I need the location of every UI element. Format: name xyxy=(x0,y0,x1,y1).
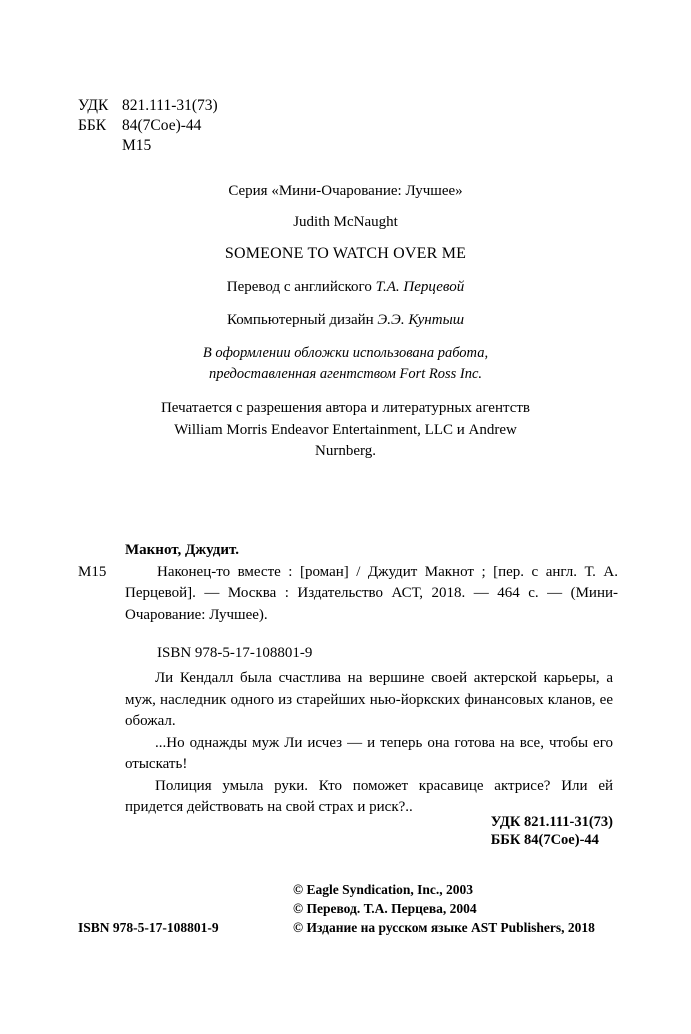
annotation-paragraph-1: Ли Кендалл была счастлива на вершине своей актерской карьеры, а муж, наследник одного из старейших нью-йоркских финансовых кланов, ее обожал. xyxy=(125,670,613,729)
bbk-label: ББК xyxy=(78,117,107,134)
cip-description: Наконец-то вместе : [роман] / Джудит Макнот ; [пер. с англ. Т. А. Перцевой]. — Москва : Издательство АСТ, 2018. — 464 с. — (Мини-Очарование: Лучшее). xyxy=(125,563,618,623)
copyright-line-1: © Eagle Syndication, Inc., 2003 xyxy=(293,882,473,897)
cover-credit-line-2: предоставленная агентством Fort Ross Inc. xyxy=(208,366,483,382)
cover-credit-block xyxy=(0,343,691,385)
cip-block xyxy=(78,540,618,665)
cip-author-sign: М15 xyxy=(78,563,107,580)
copyright-line-2: © Перевод. Т.А. Перцева, 2004 xyxy=(293,901,477,916)
cip-body xyxy=(78,562,618,665)
colophon-isbn: ISBN 978-5-17-108801-9 xyxy=(78,920,219,935)
colophon-block xyxy=(78,880,616,937)
original-title-line: SOMEONE TO WATCH OVER ME xyxy=(224,245,467,262)
annotation-block xyxy=(125,668,613,819)
annotation-paragraph-2: ...Но однажды муж Ли исчез — и теперь она готова на все, чтобы его отыскать! xyxy=(125,734,613,772)
permission-block xyxy=(95,398,596,463)
bbk-row xyxy=(78,116,218,136)
permission-line-3: Nurnberg. xyxy=(315,443,376,459)
udk-row xyxy=(78,96,218,116)
annotation-paragraph-3: Полиция умыла руки. Кто поможет красавице актрисе? Или ей придется действовать на свой страх и риск?.. xyxy=(125,777,613,815)
permission-line-2: William Morris Endeavor Entertainment, LLC и Andrew xyxy=(174,421,517,438)
copyright-line-3: © Издание на русском языке AST Publishers, 2018 xyxy=(293,920,595,935)
author-sign-value: М15 xyxy=(122,137,152,154)
udk-bottom: УДК 821.111-31(73) xyxy=(490,814,613,830)
original-author-line: Judith McNaught xyxy=(293,214,398,230)
udk-value: 821.111-31(73) xyxy=(122,97,218,114)
copyright-lines xyxy=(293,880,616,937)
udk-label: УДК xyxy=(78,97,109,114)
translator-name: Т.А. Перцевой xyxy=(375,279,465,295)
cover-credit-line-1: В оформлении обложки использована работа, xyxy=(202,345,489,361)
translation-credit-line xyxy=(0,279,691,296)
designer-name: Э.Э. Кунтыш xyxy=(377,312,465,328)
design-credit-line xyxy=(0,312,691,329)
permission-line-1: Печатается с разрешения автора и литературных агентств xyxy=(160,400,531,416)
series-line: Серия «Мини-Очарование: Лучшее» xyxy=(228,183,463,199)
author-sign-row xyxy=(78,136,218,156)
translation-credit-prefix: Перевод с английского xyxy=(226,279,376,295)
cip-isbn: ISBN 978-5-17-108801-9 xyxy=(157,645,313,661)
design-credit-prefix: Компьютерный дизайн xyxy=(226,312,378,328)
classification-block-top xyxy=(78,96,218,156)
classification-block-bottom xyxy=(491,813,613,849)
cip-author-heading: Макнот, Джудит. xyxy=(125,542,239,558)
bbk-value: 84(7Сое)-44 xyxy=(122,117,202,134)
bbk-bottom: ББК 84(7Сое)-44 xyxy=(490,832,599,848)
